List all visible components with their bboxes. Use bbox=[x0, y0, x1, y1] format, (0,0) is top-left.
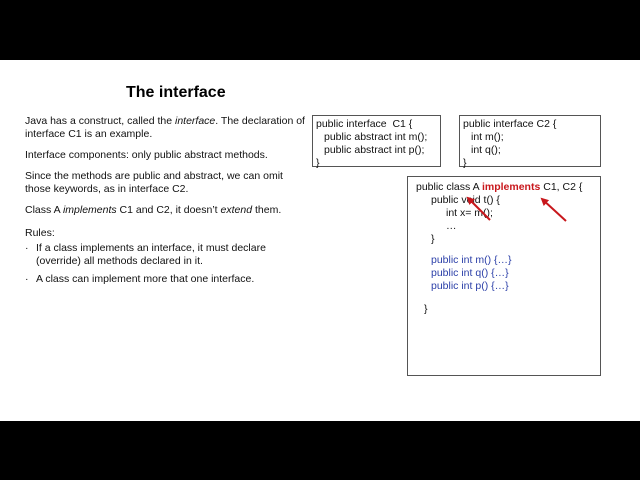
bullet-dot: · bbox=[25, 273, 29, 285]
para4-emphasis-implements: implements bbox=[62, 204, 117, 216]
code-line-impl: public int p() {…} bbox=[431, 280, 509, 292]
slide-title: The interface bbox=[126, 84, 226, 101]
para1-emphasis: interface bbox=[175, 115, 216, 127]
code-line: public interface C1 { bbox=[316, 118, 413, 130]
code-line: } bbox=[316, 157, 320, 169]
para4-text-a: Class A bbox=[25, 204, 63, 216]
para4-emphasis-extend: extend bbox=[220, 204, 253, 216]
code-line: … bbox=[446, 220, 457, 232]
paragraph-components: Interface components: only public abstract methods. bbox=[25, 149, 268, 161]
code-line: } bbox=[431, 233, 435, 245]
annotation-arrows bbox=[0, 60, 640, 421]
slide bbox=[0, 60, 640, 421]
code-line: public abstract int p(); bbox=[324, 144, 425, 156]
arrow-to-implements bbox=[542, 199, 566, 221]
rule-text-1: If a class implements an interface, it must declare (override) all methods declared in it. bbox=[36, 242, 266, 267]
code-line: int q(); bbox=[471, 144, 501, 156]
code-line: public interface C2 { bbox=[463, 118, 557, 130]
implements-keyword: implements bbox=[481, 181, 541, 193]
code-line: int m(); bbox=[471, 131, 504, 143]
arrow-to-m-call bbox=[468, 198, 490, 220]
code-line-impl: public int m() {…} bbox=[431, 254, 512, 266]
para4-text-b: C1 and C2, it doesn’t bbox=[116, 204, 221, 216]
class-header-post: C1, C2 { bbox=[540, 181, 583, 193]
code-line: } bbox=[463, 157, 467, 169]
paragraph-omit-keywords: Since the methods are public and abstract, we can omit those keywords, as in interface C2. bbox=[25, 170, 283, 195]
para1-text-a: Java has a construct, called the bbox=[25, 115, 175, 127]
bullet-dot: · bbox=[25, 242, 29, 254]
code-line-impl: public int q() {…} bbox=[431, 267, 509, 279]
code-line: public abstract int m(); bbox=[324, 131, 428, 143]
rules-heading: Rules: bbox=[25, 227, 55, 239]
code-line: } bbox=[424, 303, 428, 315]
code-line: public void t() { bbox=[431, 194, 500, 206]
para1-text-b: . The declaration of interface C1 is an example. bbox=[25, 115, 305, 140]
code-line: int x= m(); bbox=[446, 207, 493, 219]
rule-text-2: A class can implement more that one interface. bbox=[36, 273, 255, 285]
class-header-pre: public class A bbox=[416, 181, 482, 193]
para4-text-c: them. bbox=[252, 204, 282, 216]
